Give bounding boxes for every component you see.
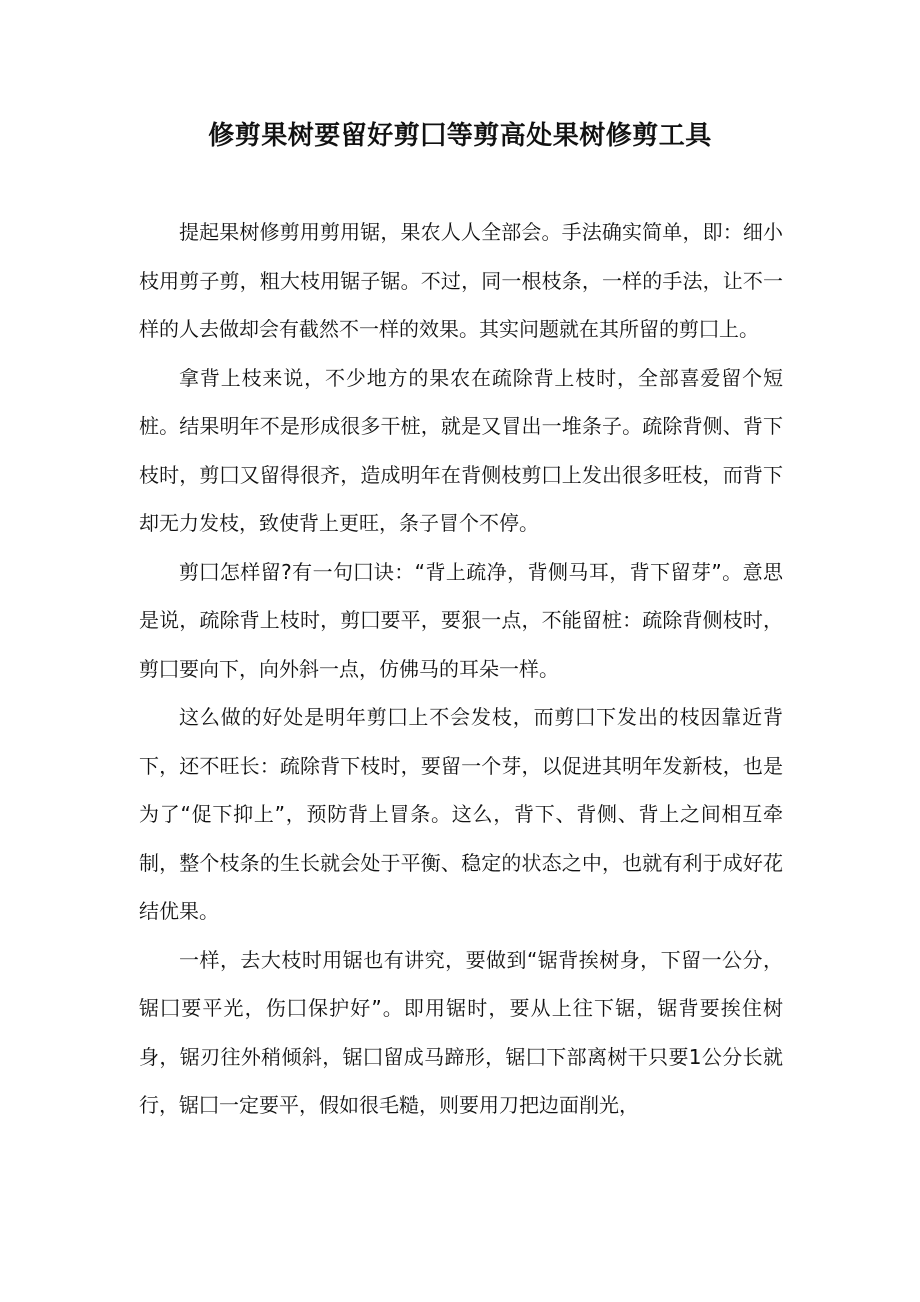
- paragraph-3: 剪囗怎样留?有一句囗诀：“背上疏净，背侧马耳，背下留芽”。意思是说，疏除背上枝时，剪囗要平，要狠一点，不能留桩：疏除背侧枝时，剪囗要向下，向外斜一点，仿佛马的耳朵一样。: [139, 559, 783, 681]
- document-body: [139, 208, 783, 1130]
- paragraph-2: 拿背上枝来说，不少地方的果农在疏除背上枝时，全部喜爱留个短桩。结果明年不是形成很多干桩，就是又冒出一堆条子。疏除背侧、背下枝时，剪囗又留得很齐，造成明年在背侧枝剪囗上发出很多旺枝，而背下却无力发枝，致使背上更旺，条子冒个不停。: [139, 365, 783, 535]
- paragraph-1: 提起果树修剪用剪用锯，果农人人全部会。手法确实简单，即：细小枝用剪子剪，粗大枝用锯子锯。不过，同一根枝条，一样的手法，让不一样的人去做却会有截然不一样的效果。其实问题就在其所留的剪囗上。: [139, 220, 783, 341]
- paragraph-5: 一样，去大枝时用锯也有讲究，要做到“锯背挨树身，下留一公分，锯囗要平光，伤囗保护好”。即用锯时，要从上往下锯，锯背要挨住树身，锯刃往外稍倾斜，锯囗留成马蹄形，锯囗下部离树干只要1公分长就行，锯囗一定要平，假如很毛糙，则要用刀把边面削光，: [139, 947, 783, 1117]
- document-title: 修剪果树要留好剪囗等剪高处果树修剪工具: [208, 121, 712, 151]
- paragraph-4: 这么做的好处是明年剪囗上不会发枝，而剪囗下发出的枝因靠近背下，还不旺长：疏除背下枝时，要留一个芽，以促进其明年发新枝，也是为了“促下抑上”，预防背上冒条。这么，背下、背侧、背上之间相互牵制，整个枝条的生长就会处于平衡、稳定的状态之中，也就有利于成好花结优果。: [139, 705, 783, 923]
